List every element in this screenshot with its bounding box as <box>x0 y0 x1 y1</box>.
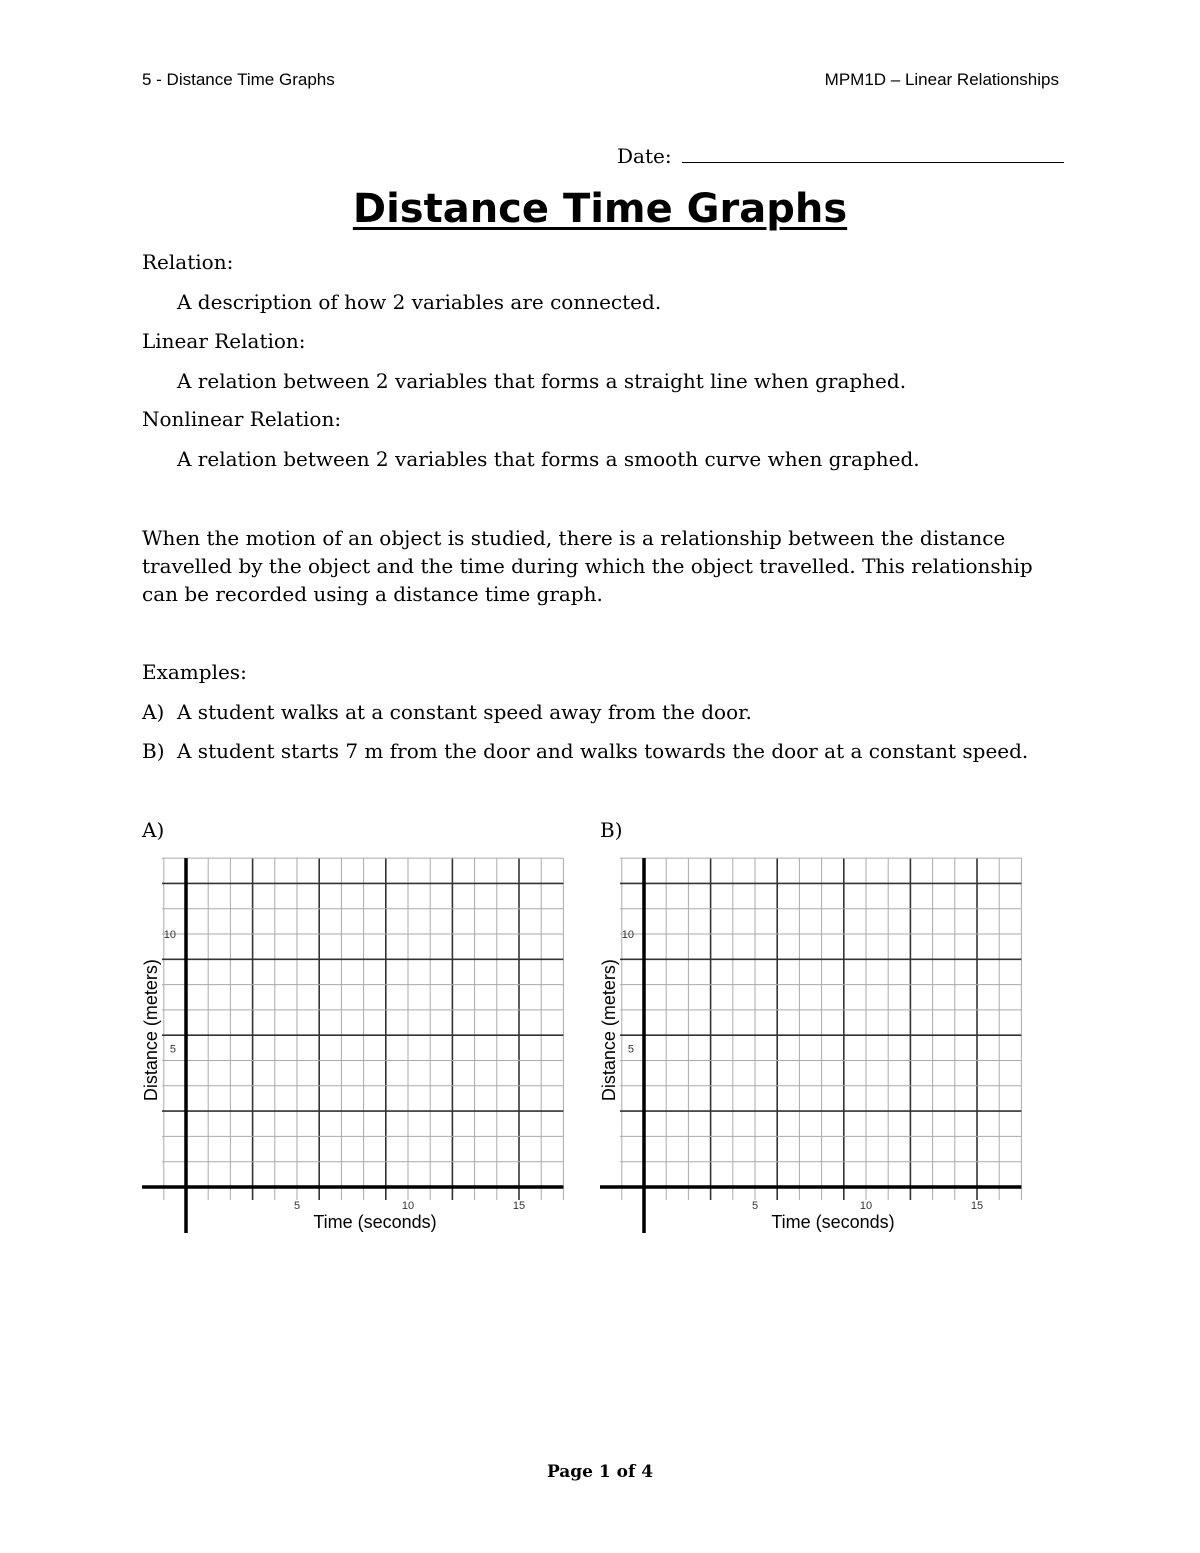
y-tick-label: 10 <box>163 929 176 941</box>
example-letter: B) <box>142 739 165 763</box>
example-a <box>142 700 752 724</box>
example-text: A student starts 7 m from the door and walks towards the door at a constant speed. <box>177 739 1029 763</box>
date-blank-line[interactable] <box>682 144 1064 163</box>
x-tick-label: 5 <box>293 1200 301 1212</box>
y-tick-label: 5 <box>169 1043 176 1056</box>
paragraph-line: travelled by the object and the time during which the object travelled. This relationship <box>142 554 1033 578</box>
date-field <box>617 144 1064 168</box>
graph-b-grid[interactable] <box>598 850 1028 1235</box>
y-axis-label: Distance (meters) <box>141 959 161 1102</box>
example-letter: A) <box>142 700 165 724</box>
graph-a-label: A) <box>142 818 165 842</box>
definition-text-linear: A relation between 2 variables that forms a straight line when graphed. <box>177 369 907 393</box>
x-tick-label: 5 <box>751 1200 759 1212</box>
y-tick-label: 10 <box>621 929 634 941</box>
graph-b-label: B) <box>600 818 623 842</box>
x-tick-label: 15 <box>512 1200 526 1212</box>
paragraph-line: When the motion of an object is studied, there is a relationship between the distance <box>142 526 1006 550</box>
header-left: 5 - Distance Time Graphs <box>142 70 335 89</box>
header-right: MPM1D – Linear Relationships <box>824 70 1059 89</box>
x-axis-label: Time (seconds) <box>313 1212 437 1232</box>
examples-heading: Examples: <box>142 660 247 684</box>
x-tick-label: 10 <box>859 1200 873 1212</box>
page-footer: Page 1 of 4 <box>546 1462 654 1482</box>
example-b <box>142 739 1028 763</box>
definition-term-relation: Relation: <box>142 250 234 274</box>
page-title: Distance Time Graphs <box>352 186 848 232</box>
x-tick-label: 15 <box>970 1200 984 1212</box>
definition-term-linear: Linear Relation: <box>142 329 306 353</box>
graph-a-grid[interactable] <box>140 850 570 1235</box>
date-label: Date: <box>617 144 672 168</box>
definition-term-nonlinear: Nonlinear Relation: <box>142 407 342 431</box>
example-text: A student walks at a constant speed away from the door. <box>177 700 752 724</box>
y-axis-label: Distance (meters) <box>599 959 619 1102</box>
x-tick-label: 10 <box>401 1200 415 1212</box>
paragraph-line: can be recorded using a distance time graph. <box>142 582 603 606</box>
y-tick-label: 5 <box>627 1043 634 1056</box>
x-axis-label: Time (seconds) <box>771 1212 895 1232</box>
definition-text-relation: A description of how 2 variables are connected. <box>177 290 662 314</box>
intro-paragraph <box>142 524 1042 608</box>
definition-text-nonlinear: A relation between 2 variables that forms a smooth curve when graphed. <box>177 447 920 471</box>
